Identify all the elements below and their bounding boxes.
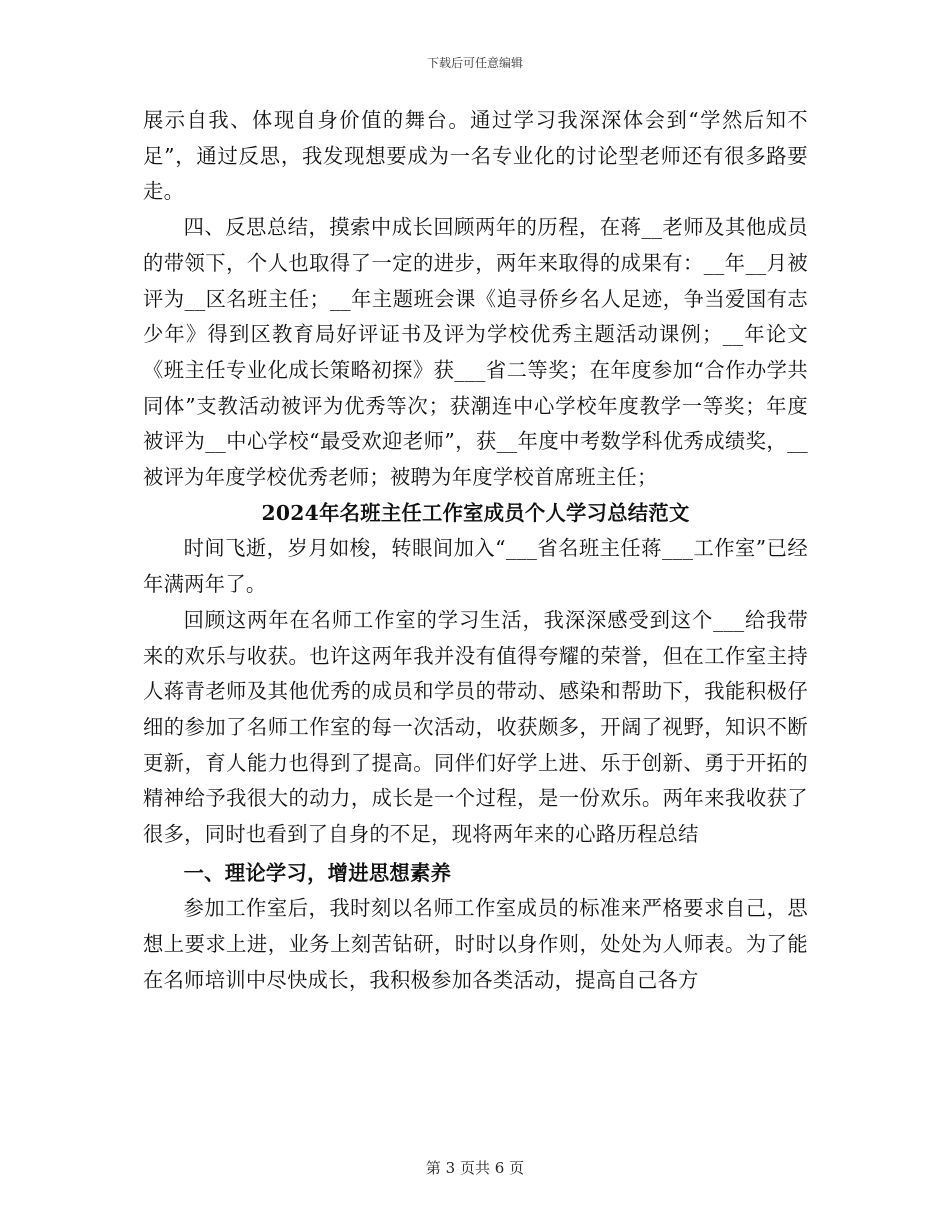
paragraph-reflection-summary: 四、反思总结，摸索中成长回顾两年的历程，在蒋__老师及其他成员的带领下，个人也取得了一定的进步，两年来取得的成果有：__年__月被评为__区名班主任；__年主题班会课《追寻侨乡名人足迹，争当爱国有志少年》得到区教育局好评证书及评为学校优秀主题活动课例；__年论文《班主任专业化成长策略初探》获___省二等奖；在年度参加“合作办学共同体”支教活动被评为优秀等次；获潮连中心学校年度教学一等奖；年度被评为__中心学校“最受欢迎老师”，获__年度中考数学科优秀成绩奖，__被评为年度学校优秀老师；被聘为年度学校首席班主任； (143, 215, 808, 490)
page-number: 第 3 页共 6 页 (425, 1159, 525, 1177)
document-body (143, 103, 808, 999)
paragraph-intro: 时间飞逝，岁月如梭，转眼间加入“___省名班主任蒋___工作室”已经年满两年了。 (143, 536, 808, 597)
section-title: 2024年名班主任工作室成员个人学习总结范文 (261, 500, 690, 525)
subheading-theory-study: 一、理论学习，增进思想素养 (183, 860, 452, 885)
paragraph-review: 回顾这两年在名师工作室的学习生活，我深深感受到这个___给我带来的欢乐与收获。也许这两年我并没有值得夸耀的荣誉，但在工作室主持人蒋青老师及其他优秀的成员和学员的带动、感染和帮助下，我能积极仔细的参加了名师工作室的每一次活动，收获颇多，开阔了视野，知识不断更新，育人能力也得到了提高。同伴们好学上进、乐于创新、勇于开拓的精神给予我很大的动力，成长是一个过程，是一份欢乐。两年来我收获了很多，同时也看到了自身的不足，现将两年来的心路历程总结 (143, 607, 808, 847)
page-header: 下载后可任意编辑 (426, 56, 523, 70)
paragraph-continuation: 展示自我、体现自身价值的舞台。通过学习我深深体会到“学然后知不足”，通过反思，我发现想要成为一名专业化的讨论型老师还有很多路要走。 (143, 108, 808, 204)
paragraph-theory-study: 参加工作室后，我时刻以名师工作室成员的标准来严格要求自己，思想上要求上进，业务上刻苦钻研，时时以身作则，处处为人师表。为了能在名师培训中尽快成长，我积极参加各类活动，提高自己各方 (143, 896, 808, 992)
